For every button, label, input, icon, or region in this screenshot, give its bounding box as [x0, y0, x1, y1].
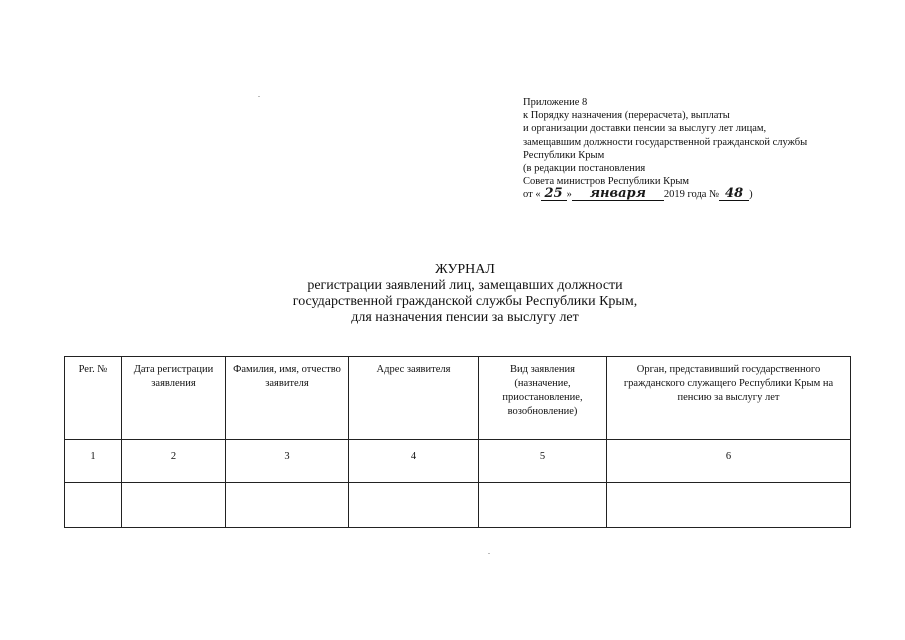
- handwritten-day: 25: [541, 188, 567, 201]
- column-number: 4: [349, 440, 479, 483]
- handwritten-month: января: [572, 188, 664, 201]
- scan-speck: [488, 553, 490, 554]
- title-line: государственной гражданской службы Республики Крым,: [292, 294, 638, 309]
- date-suffix: ): [749, 189, 753, 201]
- title-line: для назначения пенсии за выслугу лет: [351, 310, 579, 325]
- annex-line: (в редакции постановления: [523, 163, 646, 175]
- annex-line: Республики Крым: [523, 149, 605, 161]
- annex-line: замещавшим должности государственной гражданской службы: [523, 136, 808, 148]
- annex-line: к Порядку назначения (перерасчета), выплаты: [523, 110, 730, 122]
- column-number: 5: [479, 440, 607, 483]
- annex-date-line: [523, 188, 883, 201]
- column-number-row: [65, 440, 851, 483]
- empty-cell: [607, 483, 851, 528]
- date-mid: »: [566, 189, 572, 201]
- table-header-row: [65, 357, 851, 440]
- column-header: Фамилия, имя, отчество заявителя: [226, 357, 349, 440]
- column-header: Рег. №: [65, 357, 122, 440]
- annex-line: Приложение 8: [523, 97, 588, 108]
- column-header: Дата регистрации заявления: [122, 357, 226, 440]
- annex-line: и организации доставки пенсии за выслугу лет лицам,: [523, 123, 767, 135]
- column-number: 1: [65, 440, 122, 483]
- handwritten-number: 48: [719, 188, 749, 201]
- annex-block: [523, 96, 883, 202]
- registration-table: [64, 356, 851, 528]
- column-number: 2: [122, 440, 226, 483]
- empty-cell: [65, 483, 122, 528]
- empty-cell: [122, 483, 226, 528]
- column-number: 3: [226, 440, 349, 483]
- title-line: регистрации заявлений лиц, замещавших должности: [307, 278, 623, 293]
- empty-cell: [349, 483, 479, 528]
- title-heading: ЖУРНАЛ: [435, 262, 495, 277]
- date-prefix: от «: [523, 189, 541, 201]
- empty-table-row: [65, 483, 851, 528]
- column-number: 6: [607, 440, 851, 483]
- empty-cell: [479, 483, 607, 528]
- scan-speck: [258, 96, 260, 97]
- column-header: Вид заявления (назначение, приостановление, возобновление): [479, 357, 607, 440]
- column-header: Адрес заявителя: [349, 357, 479, 440]
- empty-cell: [226, 483, 349, 528]
- column-header: Орган, представивший государственного гражданского служащего Республики Крым на пенсию за выслугу лет: [607, 357, 851, 440]
- annex-line: Совета министров Республики Крым: [523, 176, 690, 188]
- journal-title: [0, 262, 905, 326]
- date-year: 2019 года №: [663, 189, 720, 201]
